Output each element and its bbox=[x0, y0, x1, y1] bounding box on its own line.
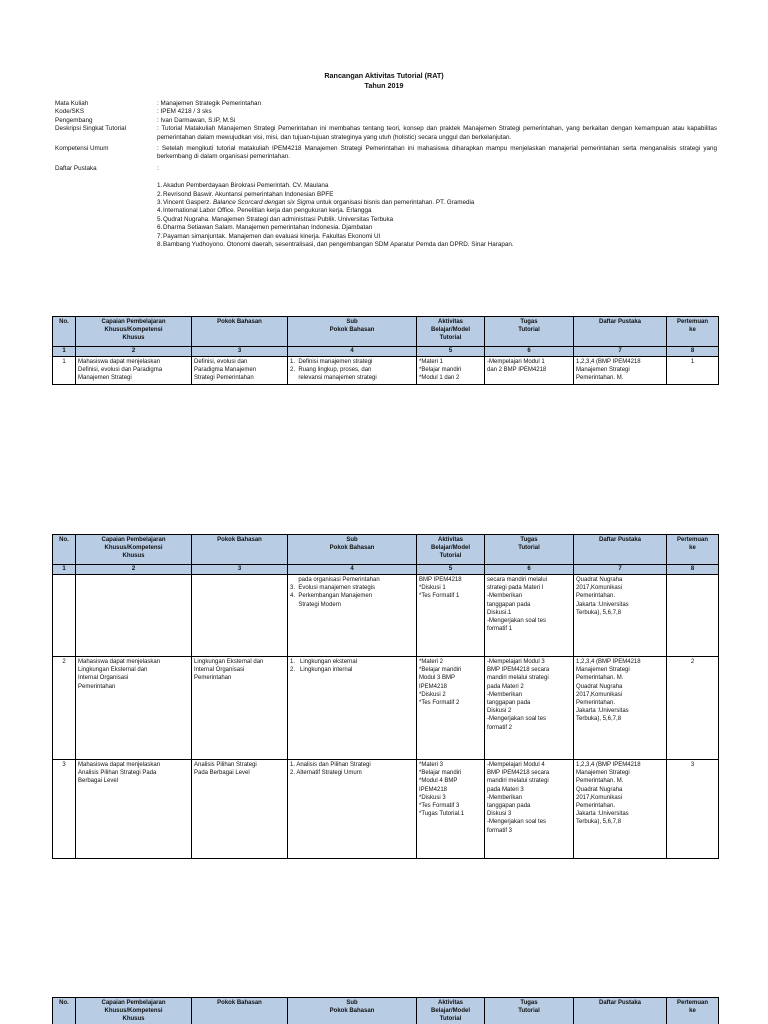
cell-line: Internal Organisasi bbox=[78, 675, 129, 682]
meta-label: Kompetensi Umum bbox=[55, 145, 109, 153]
cell-line: mandiri melalui strategi bbox=[487, 675, 549, 682]
cell-line: -Mengerjakan soal tes bbox=[487, 716, 547, 723]
cell-pokok bbox=[192, 657, 288, 760]
meta-row-mata-kuliah bbox=[55, 100, 717, 108]
table-header bbox=[53, 998, 719, 1024]
table-row bbox=[53, 575, 719, 657]
cell-capaian bbox=[76, 357, 192, 385]
cell-line: Pemerintahan. bbox=[576, 803, 616, 810]
rat-table-page-3 bbox=[52, 997, 719, 1024]
bibliography-number: 1. bbox=[157, 182, 163, 190]
cell-line: 2017,Komunikasi bbox=[576, 691, 623, 698]
column-index: 1 bbox=[53, 565, 76, 575]
cell-line: Mahasiswa dapat menjelaskan bbox=[78, 762, 161, 768]
column-header-aktivitas: Aktivitas Belajar/Model Tutorial bbox=[417, 998, 485, 1024]
cell-pokok bbox=[192, 575, 288, 657]
bibliography-number: 3. bbox=[157, 199, 163, 207]
cell-line: Mahasiswa dapat menjelaskan bbox=[78, 659, 161, 665]
meta-row-deskripsi bbox=[55, 125, 717, 142]
cell-line: Definisi, evolusi dan Paradigma bbox=[78, 367, 163, 374]
meta-row-pustaka bbox=[55, 165, 717, 173]
cell-line: 2. Lingkungan internal bbox=[290, 667, 353, 674]
bibliography-item bbox=[55, 191, 717, 199]
bibliography-number: 4. bbox=[157, 207, 163, 215]
cell-pertemuan: 3 bbox=[667, 760, 719, 859]
cell-line: 4. Perkembangan Manajemen bbox=[290, 593, 373, 600]
cell-line: -Memberikan bbox=[487, 794, 523, 801]
column-header-tugas: Tugas Tutorial bbox=[485, 535, 574, 565]
cell-line: *Diskusi 2 bbox=[419, 691, 446, 698]
cell-line: 2. Alternatif Strategi Umum bbox=[290, 770, 362, 777]
cell-line: Manajemen Strategi bbox=[576, 667, 630, 674]
cell-line: *Tes Formatif 2 bbox=[419, 700, 460, 707]
cell-line: 1,2,3,4 (BMP IPEM4218 bbox=[576, 659, 641, 665]
column-index: 7 bbox=[574, 565, 667, 575]
meta-label: Kode/SKS bbox=[55, 108, 85, 116]
column-index: 2 bbox=[76, 565, 192, 575]
course-metadata bbox=[55, 100, 717, 250]
cell-line: 3. Evolusi manajemen strategis bbox=[290, 585, 376, 592]
meta-label: Deskripsi Singkat Tutorial bbox=[55, 125, 127, 133]
cell-aktivitas bbox=[417, 657, 485, 760]
cell-line: Jakarta :Universitas bbox=[576, 708, 629, 715]
cell-line: tanggapan pada bbox=[487, 601, 531, 608]
column-header-sub: Sub Pokok Bahasan bbox=[288, 317, 417, 347]
cell-line: -Mengerjakan soal tes bbox=[487, 819, 547, 826]
cell-pustaka bbox=[574, 357, 667, 385]
bibliography-number: 2. bbox=[157, 190, 163, 198]
cell-line: *Tugas Tutorial.1 bbox=[419, 811, 465, 818]
column-header-pustaka: Daftar Pustaka bbox=[574, 317, 667, 347]
cell-pertemuan: 1 bbox=[667, 357, 719, 385]
meta-label: Pengembang bbox=[55, 116, 93, 124]
bibliography-item bbox=[55, 207, 717, 215]
meta-label: Mata Kuliah bbox=[55, 100, 89, 107]
cell-line: 1. Lingkungan eksternal bbox=[290, 659, 358, 665]
column-header-sub: Sub Pokok Bahasan bbox=[288, 535, 417, 565]
cell-line: *Modul 4 BMP bbox=[419, 778, 458, 785]
column-index: 2 bbox=[76, 347, 192, 357]
cell-line: strategi pada Materi I bbox=[487, 585, 544, 592]
cell-line: Manajemen Strategi bbox=[78, 375, 132, 382]
column-header-capaian: Capaian Pembelajaran Khusus/Kompetensi Khusus bbox=[76, 998, 192, 1024]
cell-line: -Mempelajari Modul 1 bbox=[487, 359, 545, 365]
bibliography-text: Akadun Pemberdayaan Birokrasi Pemerintah. CV. Maulana bbox=[163, 182, 329, 190]
cell-aktivitas bbox=[417, 357, 485, 385]
cell-sub bbox=[288, 357, 417, 385]
cell-line: Berbagai Level bbox=[78, 778, 119, 785]
bibliography-text: Payaman simanjuntak. Manajemen dan evaluasi kinerja. Fakultas Ekonomi UI bbox=[163, 232, 381, 240]
cell-line: Pemerintahan bbox=[194, 675, 232, 682]
cell-line: *Materi 2 bbox=[419, 659, 444, 665]
cell-line: Diskusi 3 bbox=[487, 811, 512, 818]
cell-tugas bbox=[485, 575, 574, 657]
cell-line: 2017,Komunikasi bbox=[576, 585, 623, 592]
cell-line: -Mengerjakan soal tes bbox=[487, 618, 547, 625]
bibliography-text: untuk organisasi bisnis dan pemerintahan. PT. Gramedia bbox=[314, 199, 475, 207]
cell-aktivitas bbox=[417, 575, 485, 657]
cell-line: *Modul 1 dan 2 bbox=[419, 375, 460, 382]
rat-table-page-2 bbox=[52, 534, 719, 859]
cell-line: Analisis Pilihan Strategi bbox=[194, 762, 257, 768]
column-index: 4 bbox=[288, 565, 417, 575]
bibliography-text: Vincent Gasperz. bbox=[163, 199, 213, 207]
cell-line: Pemerintahan. M. bbox=[576, 675, 624, 682]
cell-line: relevansi manajemen strategi bbox=[290, 375, 377, 382]
column-header-tugas: Tugas Tutorial bbox=[485, 998, 574, 1024]
column-header-sub: Sub Pokok Bahasan bbox=[288, 998, 417, 1024]
cell-line: Manajemen Strategi bbox=[576, 367, 630, 374]
cell-line: Definisi, evolusi dan bbox=[194, 359, 248, 365]
column-header-pertemuan: Pertemuan ke bbox=[667, 998, 719, 1024]
column-index: 4 bbox=[288, 347, 417, 357]
cell-line: IPEM4218 bbox=[419, 683, 448, 690]
cell-line: dan 2 BMP IPEM4218 bbox=[487, 367, 547, 374]
cell-line: pada Materi 2 bbox=[487, 683, 524, 690]
column-header-aktivitas: Aktivitas Belajar/Model Tutorial bbox=[417, 535, 485, 565]
cell-line: *Tes Formatif 1 bbox=[419, 593, 460, 600]
column-index: 8 bbox=[667, 565, 719, 575]
cell-line: Analisis Pilihan Strategi Pada bbox=[78, 770, 157, 777]
column-index: 5 bbox=[417, 347, 485, 357]
cell-line: Lingkungan Eksternal dan bbox=[78, 667, 148, 674]
table-row bbox=[53, 657, 719, 760]
bibliography-item bbox=[55, 199, 717, 207]
bibliography-item bbox=[55, 216, 717, 224]
table-header bbox=[53, 535, 719, 575]
document-year: Tahun 2019 bbox=[364, 81, 404, 90]
cell-line: formatif 3 bbox=[487, 827, 513, 834]
cell-pokok bbox=[192, 357, 288, 385]
meta-value: : bbox=[157, 164, 159, 172]
cell-line: Strategi Modern bbox=[290, 601, 342, 608]
cell-line: 2017,Komunikasi bbox=[576, 794, 623, 801]
column-index-row bbox=[53, 347, 719, 357]
cell-tugas bbox=[485, 760, 574, 859]
bibliography-text: Qudrat Nugraha. Manajemen Strategi dan administrasi Publik. Universitas Terbuka bbox=[163, 215, 394, 223]
bibliography-italic-title: Balance Scorcard dengan six Sigma bbox=[212, 199, 315, 207]
cell-line: BMP IPEM4218 bbox=[419, 577, 462, 583]
meta-value: : Setelah mengikuti tutorial matakuliah IPEM4218 Manajemen Strategi Pemerintahan ini mahasiswa diharapkan mampu menjelaskan manajerial pemerintahan serta menganalisis strategi yang berkembang di dalam organisasi pemerintahan. bbox=[157, 145, 717, 161]
cell-line: Diskusi 2 bbox=[487, 708, 512, 715]
column-header-pokok: Pokok Bahasan bbox=[192, 317, 288, 347]
cell-line: -Memberikan bbox=[487, 691, 523, 698]
cell-pustaka bbox=[574, 657, 667, 760]
cell-line: Mahasiswa dapat menjelaskan bbox=[78, 359, 161, 365]
cell-line: *Belajar mandiri bbox=[419, 367, 462, 374]
cell-sub bbox=[288, 760, 417, 859]
bibliography-item bbox=[55, 241, 717, 249]
cell-line: BMP IPEM4218 secara bbox=[487, 667, 550, 674]
cell-line: pada Materi 3 bbox=[487, 786, 524, 793]
cell-line: Terbuka), 5,6,7,8 bbox=[576, 716, 622, 723]
cell-line: 1. Analisis dan Pilihan Strategi bbox=[290, 762, 371, 768]
bibliography-text: International Labor Office. Penelitian kerja dan pengukuran kerja. Erlangga bbox=[163, 207, 372, 215]
cell-line: Pemerintahan. bbox=[576, 700, 616, 707]
cell-pustaka bbox=[574, 760, 667, 859]
document-title: Rancangan Aktivitas Tutorial (RAT) bbox=[324, 71, 444, 80]
column-header-aktivitas: Aktivitas Belajar/Model Tutorial bbox=[417, 317, 485, 347]
cell-line: Pemerintahan. bbox=[576, 593, 616, 600]
cell-line: Jakarta :Universitas bbox=[576, 601, 629, 608]
bibliography-text: Revrisond Baswir. Akuntansi pemerintahan Indonesian BPFE bbox=[163, 190, 334, 198]
cell-no: 2 bbox=[53, 657, 76, 760]
cell-line: mandiri melalui strategi bbox=[487, 778, 549, 785]
cell-no bbox=[53, 575, 76, 657]
column-index: 1 bbox=[53, 347, 76, 357]
cell-line: Jakarta :Universitas bbox=[576, 811, 629, 818]
meta-row-kode bbox=[55, 108, 717, 116]
meta-row-pengembang bbox=[55, 117, 717, 125]
cell-line: Internal Organisasi bbox=[194, 667, 245, 674]
cell-line: Pemerintahan. M. bbox=[576, 778, 624, 785]
bibliography-item bbox=[55, 233, 717, 241]
cell-capaian bbox=[76, 760, 192, 859]
cell-aktivitas bbox=[417, 760, 485, 859]
cell-line: 1,2,3,4 (BMP IPEM4218 bbox=[576, 762, 641, 768]
bibliography-number: 5. bbox=[157, 215, 163, 223]
cell-no: 1 bbox=[53, 357, 76, 385]
column-header-pustaka: Daftar Pustaka bbox=[574, 535, 667, 565]
cell-line: Modul 3 BMP bbox=[419, 675, 456, 682]
bibliography-item bbox=[55, 182, 717, 190]
meta-row-kompetensi bbox=[55, 145, 717, 162]
cell-line: Pada Berbagai Level bbox=[194, 770, 250, 777]
cell-line: IPEM4218 bbox=[419, 786, 448, 793]
column-index: 3 bbox=[192, 347, 288, 357]
cell-line: 1. Definisi manajemen strategi bbox=[290, 359, 373, 365]
column-header-pertemuan: Pertemuan ke bbox=[667, 317, 719, 347]
column-header-capaian: Capaian Pembelajaran Khusus/Kompetensi Khusus bbox=[76, 317, 192, 347]
cell-line: tanggapan pada bbox=[487, 803, 531, 810]
cell-line: Diskusi.1 bbox=[487, 609, 512, 616]
cell-tugas bbox=[485, 357, 574, 385]
cell-line: BMP IPEM4218 secara bbox=[487, 770, 550, 777]
cell-pokok bbox=[192, 760, 288, 859]
bibliography-text: Bambang Yudhoyono. Otonomi daerah, sesentralisasi, dan pengembangan SDM Aparatur Pemda dan DPRD. Sinar Harapan. bbox=[163, 241, 514, 249]
column-index: 6 bbox=[485, 347, 574, 357]
cell-line: Pemerintahan. M. bbox=[576, 375, 624, 382]
cell-no: 3 bbox=[53, 760, 76, 859]
cell-line: Strategi Pemerintahan bbox=[194, 375, 254, 382]
table-row bbox=[53, 357, 719, 385]
column-index: 8 bbox=[667, 347, 719, 357]
column-header-capaian: Capaian Pembelajaran Khusus/Kompetensi Khusus bbox=[76, 535, 192, 565]
cell-tugas bbox=[485, 657, 574, 760]
cell-pertemuan bbox=[667, 575, 719, 657]
bibliography-number: 8. bbox=[157, 241, 163, 249]
cell-line: formatif 2 bbox=[487, 724, 513, 731]
cell-line: tanggapan pada bbox=[487, 700, 531, 707]
column-header-pokok: Pokok Bahasan bbox=[192, 998, 288, 1024]
column-index: 7 bbox=[574, 347, 667, 357]
cell-line: *Diskusi 3 bbox=[419, 794, 446, 801]
column-index: 6 bbox=[485, 565, 574, 575]
column-header-no: No. bbox=[53, 998, 76, 1024]
column-index-row bbox=[53, 565, 719, 575]
meta-value: : Tutorial Matakuliah Manajemen Strategi Pemerintahan ini membahas tentang teori, konsep dan praktek Manajemen Strategi pemerintahan, yang berkaitan dengan kemampuan atau kapabilitas pemerintahan dalam mewujudkan visi, misi, dan tujuan-tujuan strateginya yang utuh (holistic) secara unggul dan berkelanjutan. bbox=[157, 125, 717, 141]
cell-line: *Materi 3 bbox=[419, 762, 444, 768]
bibliography-number: 7. bbox=[157, 232, 163, 240]
cell-sub bbox=[288, 657, 417, 760]
cell-line: *Tes Formatif 3 bbox=[419, 803, 460, 810]
column-header-pertemuan: Pertemuan ke bbox=[667, 535, 719, 565]
column-index: 3 bbox=[192, 565, 288, 575]
bibliography-item bbox=[55, 224, 717, 232]
column-header-tugas: Tugas Tutorial bbox=[485, 317, 574, 347]
column-header-pustaka: Daftar Pustaka bbox=[574, 998, 667, 1024]
cell-line: formatif 1 bbox=[487, 626, 513, 633]
meta-value: : IPEM 4218 / 3 sks bbox=[157, 108, 212, 116]
cell-line: pada organisasi Pemerintahan bbox=[290, 577, 380, 583]
document-title-block bbox=[0, 71, 768, 91]
cell-capaian bbox=[76, 657, 192, 760]
cell-line: *Belajar mandiri bbox=[419, 667, 462, 674]
cell-line: Manajemen Strategi bbox=[576, 770, 630, 777]
cell-line: Quadrat Nugraha bbox=[576, 577, 623, 583]
cell-line: secara mandiri melalui bbox=[487, 577, 548, 583]
column-header-no: No. bbox=[53, 535, 76, 565]
cell-line: -Mempelajari Modul 4 bbox=[487, 762, 545, 768]
cell-line: Pemerintahan bbox=[78, 683, 116, 690]
cell-line: Paradigma Manajemen bbox=[194, 367, 257, 374]
cell-sub bbox=[288, 575, 417, 657]
cell-pertemuan: 2 bbox=[667, 657, 719, 760]
cell-line: Quadrat Nugraha bbox=[576, 786, 623, 793]
column-header-no: No. bbox=[53, 317, 76, 347]
cell-capaian bbox=[76, 575, 192, 657]
cell-line: 2. Ruang lingkup, proses, dan bbox=[290, 367, 372, 374]
bibliography-number: 6. bbox=[157, 224, 163, 232]
cell-line: *Materi 1 bbox=[419, 359, 444, 365]
table-header bbox=[53, 317, 719, 357]
cell-line: 1,2,3,4 (BMP IPEM4218 bbox=[576, 359, 641, 365]
cell-line: -Memberikan bbox=[487, 593, 523, 600]
cell-line: Terbuka), 5,6,7,8 bbox=[576, 819, 622, 826]
cell-line: Lingkungan Eksternal dan bbox=[194, 659, 264, 665]
meta-value: : Manajemen Strategik Pemerintahan bbox=[157, 100, 261, 107]
cell-line: Quadrat Nugraha bbox=[576, 683, 623, 690]
bibliography-list bbox=[55, 182, 717, 249]
meta-value: : Ivan Darmawan, S.IP, M.Si bbox=[157, 116, 236, 124]
cell-line: *Belajar mandiri bbox=[419, 770, 462, 777]
cell-line: -Mempelajari Modul 3 bbox=[487, 659, 545, 665]
table-row bbox=[53, 760, 719, 859]
rat-table-page-1 bbox=[52, 316, 719, 385]
cell-pustaka bbox=[574, 575, 667, 657]
cell-line: Terbuka), 5,6,7,8 bbox=[576, 609, 622, 616]
column-index: 5 bbox=[417, 565, 485, 575]
meta-label: Daftar Pustaka bbox=[55, 164, 97, 172]
bibliography-text: Dharma Setiawan Salam. Manajemen pemerintahan Indonesia. Djambatan bbox=[163, 224, 373, 232]
column-header-pokok: Pokok Bahasan bbox=[192, 535, 288, 565]
cell-line: *Diskusi 1 bbox=[419, 585, 446, 592]
